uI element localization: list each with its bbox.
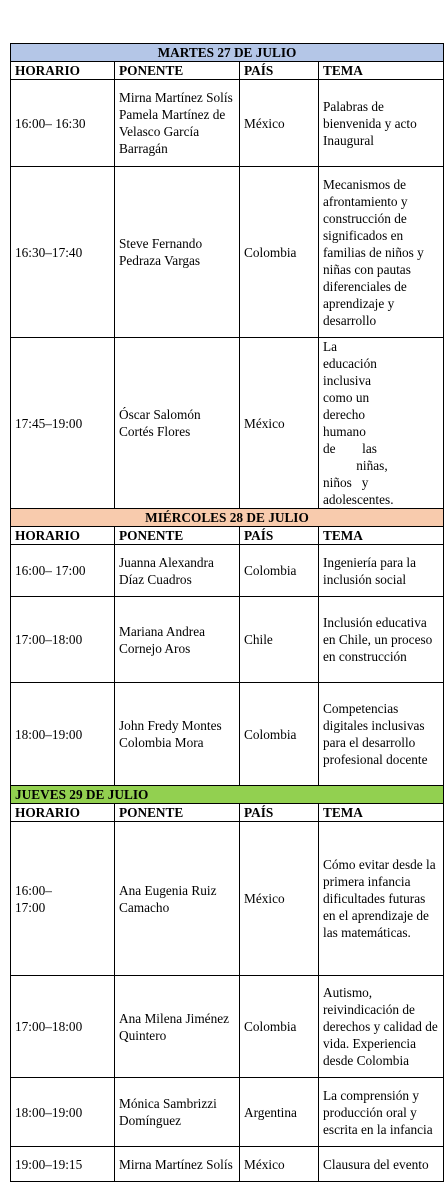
day-header-row (11, 509, 444, 527)
table-row (11, 976, 444, 1078)
column-header-row (11, 62, 444, 80)
table-row (11, 1078, 444, 1147)
country-cell: Colombia (240, 167, 319, 338)
day-title: MARTES 27 DE JULIO (11, 44, 444, 62)
country-cell: Colombia (240, 683, 319, 786)
speaker-cell: Juanna Alexandra Díaz Cuadros (115, 545, 240, 597)
column-header-row (11, 804, 444, 822)
column-header-ponente: PONENTE (115, 527, 240, 545)
column-header-pais: PAÍS (240, 62, 319, 80)
topic-cell: Palabras de bienvenida y acto Inaugural (319, 80, 444, 167)
day-title: MIÉRCOLES 28 DE JULIO (11, 509, 444, 527)
topic-cell: La educación inclusiva como un derecho humano de las niñas, niños y adolescentes. (319, 338, 444, 509)
schedule-table (10, 43, 444, 1182)
time-cell: 17:00–18:00 (11, 597, 115, 683)
time-cell: 18:00–19:00 (11, 1078, 115, 1147)
column-header-horario: HORARIO (11, 62, 115, 80)
speaker-cell: Óscar Salomón Cortés Flores (115, 338, 240, 509)
day-title: JUEVES 29 DE JULIO (11, 786, 444, 804)
day-header-row (11, 44, 444, 62)
topic-cell: Mecanismos de afrontamiento y construcción de significados en familias de niños y niñas con pautas diferenciales de aprendizaje y desarrollo (319, 167, 444, 338)
day-header-row (11, 786, 444, 804)
speaker-cell: Ana Milena Jiménez Quintero (115, 976, 240, 1078)
time-cell: 19:00–19:15 (11, 1147, 115, 1182)
column-header-horario: HORARIO (11, 527, 115, 545)
time-cell: 18:00–19:00 (11, 683, 115, 786)
table-row (11, 1147, 444, 1182)
speaker-cell: Steve Fernando Pedraza Vargas (115, 167, 240, 338)
topic-cell: Clausura del evento (319, 1147, 444, 1182)
table-row (11, 80, 444, 167)
topic-cell: Inclusión educativa en Chile, un proceso en construcción (319, 597, 444, 683)
time-cell: 16:00– 17:00 (11, 545, 115, 597)
speaker-cell: Ana Eugenia Ruiz Camacho (115, 822, 240, 976)
time-cell: 16:30–17:40 (11, 167, 115, 338)
speaker-cell: John Fredy Montes Colombia Mora (115, 683, 240, 786)
speaker-cell: Mirna Martínez Solís (115, 1147, 240, 1182)
country-cell: México (240, 1147, 319, 1182)
table-row (11, 822, 444, 976)
country-cell: Chile (240, 597, 319, 683)
column-header-tema: TEMA (319, 62, 444, 80)
topic-cell: Ingeniería para la inclusión social (319, 545, 444, 597)
speaker-cell: Mirna Martínez Solís Pamela Martínez de Velasco García Barragán (115, 80, 240, 167)
speaker-cell: Mónica Sambrizzi Domínguez (115, 1078, 240, 1147)
column-header-ponente: PONENTE (115, 804, 240, 822)
speaker-cell: Mariana Andrea Cornejo Aros (115, 597, 240, 683)
topic-cell: La comprensión y producción oral y escrita en la infancia (319, 1078, 444, 1147)
column-header-pais: PAÍS (240, 527, 319, 545)
time-cell: 16:00– 17:00 (11, 822, 115, 976)
country-cell: México (240, 338, 319, 509)
country-cell: Colombia (240, 545, 319, 597)
time-cell: 16:00– 16:30 (11, 80, 115, 167)
table-row (11, 338, 444, 509)
column-header-row (11, 527, 444, 545)
topic-cell: Cómo evitar desde la primera infancia dificultades futuras en el aprendizaje de las matemáticas. (319, 822, 444, 976)
column-header-ponente: PONENTE (115, 62, 240, 80)
topic-cell: Autismo, reivindicación de derechos y calidad de vida. Experiencia desde Colombia (319, 976, 444, 1078)
country-cell: México (240, 822, 319, 976)
country-cell: Argentina (240, 1078, 319, 1147)
column-header-tema: TEMA (319, 804, 444, 822)
column-header-pais: PAÍS (240, 804, 319, 822)
column-header-tema: TEMA (319, 527, 444, 545)
country-cell: Colombia (240, 976, 319, 1078)
table-row (11, 167, 444, 338)
table-row (11, 597, 444, 683)
table-row (11, 545, 444, 597)
table-row (11, 683, 444, 786)
column-header-horario: HORARIO (11, 804, 115, 822)
time-cell: 17:00–18:00 (11, 976, 115, 1078)
topic-cell: Competencias digitales inclusivas para el desarrollo profesional docente (319, 683, 444, 786)
country-cell: México (240, 80, 319, 167)
time-cell: 17:45–19:00 (11, 338, 115, 509)
